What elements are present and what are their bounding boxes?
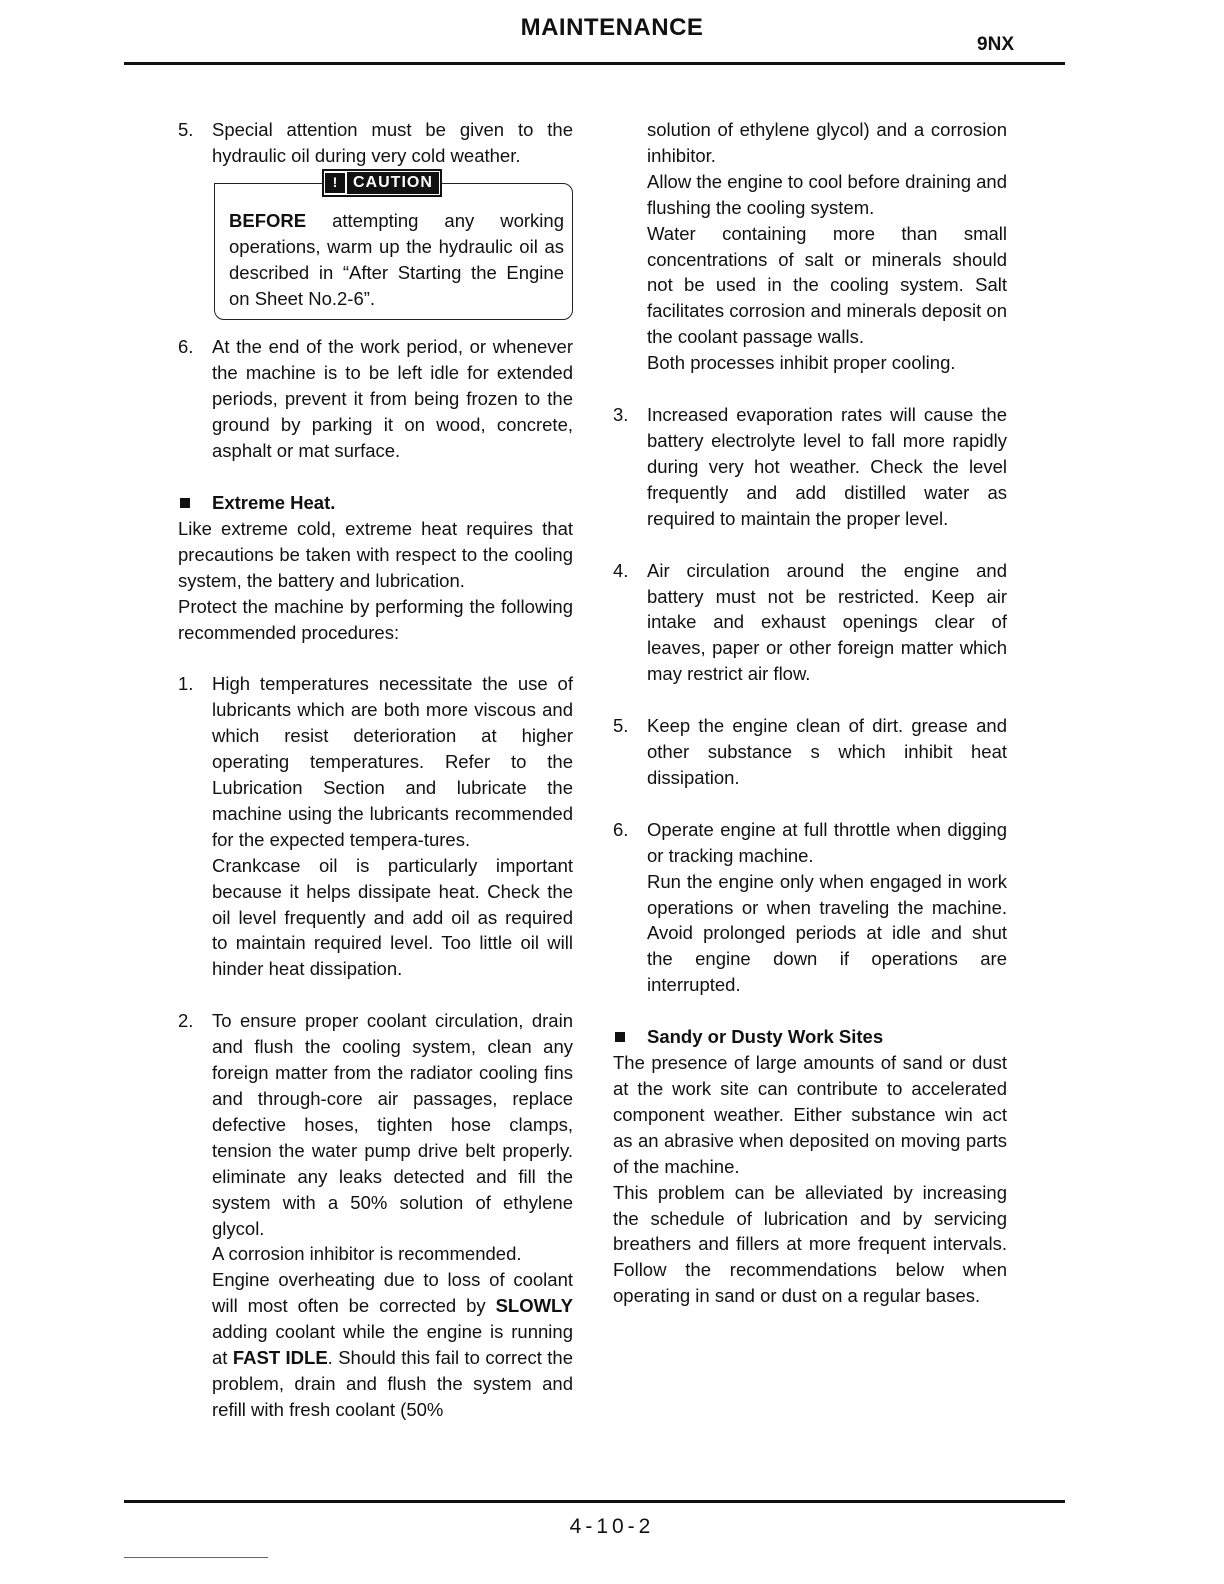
list-item xyxy=(613,558,1007,688)
item-number: 5. xyxy=(613,715,629,737)
continued-text: Water containing more than small concentrations of salt or minerals should not be used in the cooling system. Salt facilitates corrosion and minerals deposit on the coolant passage walls. xyxy=(647,222,1007,348)
continued-text: Allow the engine to cool before draining and flushing the cooling system. xyxy=(647,170,1007,218)
left-column xyxy=(178,117,573,1423)
list-item xyxy=(178,671,573,982)
item-text: Increased evaporation rates will cause the battery electrolyte level to fall more rapidly during very hot weather. Check the level frequently and add distilled water as required to maintain the proper level. xyxy=(647,404,1007,529)
caution-body: attempting any working operations, warm up the hydraulic oil as described in “After Starting the Engine on Sheet No.2-6”. xyxy=(229,209,564,309)
caution-label xyxy=(322,169,442,197)
model-code: 9NX xyxy=(977,34,1014,55)
right-column xyxy=(613,117,1007,1309)
item-text: Special attention must be given to the hydraulic oil during very cold weather. xyxy=(212,119,573,166)
list-item xyxy=(613,817,1007,998)
item-text: Engine overheating due to loss of coolant will most often be corrected by SLOWLY adding coolant while the engine is running at FAST IDLE. Should this fail to correct the problem, drain and flush the system and refill with fresh coolant (50% xyxy=(212,1269,573,1420)
caution-text xyxy=(229,208,564,312)
page-title: MAINTENANCE xyxy=(520,14,704,41)
paragraph: Like extreme cold, extreme heat requires that precautions be taken with respect to the cooling system, the battery and lubrication. xyxy=(178,517,573,591)
list-item xyxy=(178,1008,573,1423)
paragraph: The presence of large amounts of sand or dust at the work site can contribute to accelerated component weather. Either substance win act as an abrasive when deposited on moving parts of the machine. xyxy=(613,1052,1007,1177)
section-heading-text: Sandy or Dusty Work Sites xyxy=(647,1026,884,1048)
caution-bold: BEFORE xyxy=(229,209,307,231)
item-number: 5. xyxy=(178,119,194,140)
warning-icon: ! xyxy=(325,173,345,193)
item-number: 6. xyxy=(178,336,194,358)
caution-word: CAUTION xyxy=(347,172,439,194)
decorative-line xyxy=(124,1557,268,1558)
item-text: Run the engine only when engaged in work operations or when traveling the machine. Avoid prolonged periods at idle and shut the engine down if operations are interrupted. xyxy=(647,870,1007,996)
section-heading-text: Extreme Heat. xyxy=(212,491,336,513)
list-item xyxy=(178,334,573,464)
item-number: 3. xyxy=(613,404,629,426)
continued-text: solution of ethylene glycol) and a corrosion inhibitor. xyxy=(647,119,1007,166)
item-text: To ensure proper coolant circulation, drain and flush the cooling system, clean any foreign matter from the radiator cooling fins and through-core air passages, replace defective hoses, tighten hose clamps, tension the water pump drive belt properly. eliminate any leaks detected and fill the system with a 50% solution of ethylene glycol. xyxy=(212,1010,573,1239)
list-item xyxy=(613,402,1007,532)
item-text: Air circulation around the engine and battery must not be restricted. Keep air intake and exhaust openings clear of leaves, paper or other foreign matter which may restrict air flow. xyxy=(647,559,1007,685)
page-number: 4-10-2 xyxy=(569,1515,655,1538)
item-text: A corrosion inhibitor is recommended. xyxy=(212,1243,522,1265)
caution-notice xyxy=(214,173,573,321)
continued-text: Both processes inhibit proper cooling. xyxy=(647,352,956,374)
item-text: Keep the engine clean of dirt. grease and other substance s which inhibit heat dissipation. xyxy=(647,715,1007,788)
caution-box xyxy=(214,183,573,321)
section-heading-extreme-heat xyxy=(178,490,573,516)
item-text: High temperatures necessitate the use of lubricants which are both more viscous and which resist deterioration at higher operating temperatures. Refer to the Lubrication Section and lubricate the machine using the lubricants recommended for the expected tempera-tures. xyxy=(212,673,573,850)
item-number: 4. xyxy=(613,559,629,581)
footer-rule xyxy=(124,1500,1065,1503)
list-item xyxy=(178,117,573,169)
paragraph: This problem can be alleviated by increasing the schedule of lubrication and by servicing breathers and fillers at more frequent intervals. Follow the recommendations below when operating in sand or dust on a regular bases. xyxy=(613,1181,1007,1307)
item-number: 1. xyxy=(178,673,194,695)
header-rule xyxy=(124,62,1065,65)
section-heading-sandy-dusty xyxy=(613,1024,1007,1050)
item-number: 2. xyxy=(178,1010,194,1032)
list-item xyxy=(613,713,1007,791)
paragraph: Protect the machine by performing the following recommended procedures: xyxy=(178,595,573,643)
bullet-icon xyxy=(615,1032,625,1042)
bullet-icon xyxy=(180,498,190,508)
item-number: 6. xyxy=(613,818,629,840)
item-text: Operate engine at full throttle when digging or tracking machine. xyxy=(647,818,1007,866)
item-text: Crankcase oil is particularly important because it helps dissipate heat. Check the oil level frequently and add oil as required to maintain required level. Too little oil will hinder heat dissipation. xyxy=(212,854,573,980)
item-text: At the end of the work period, or whenever the machine is to be left idle for extended periods, prevent it from being frozen to the ground by parking it on wood, concrete, asphalt or mat surface. xyxy=(212,336,573,462)
